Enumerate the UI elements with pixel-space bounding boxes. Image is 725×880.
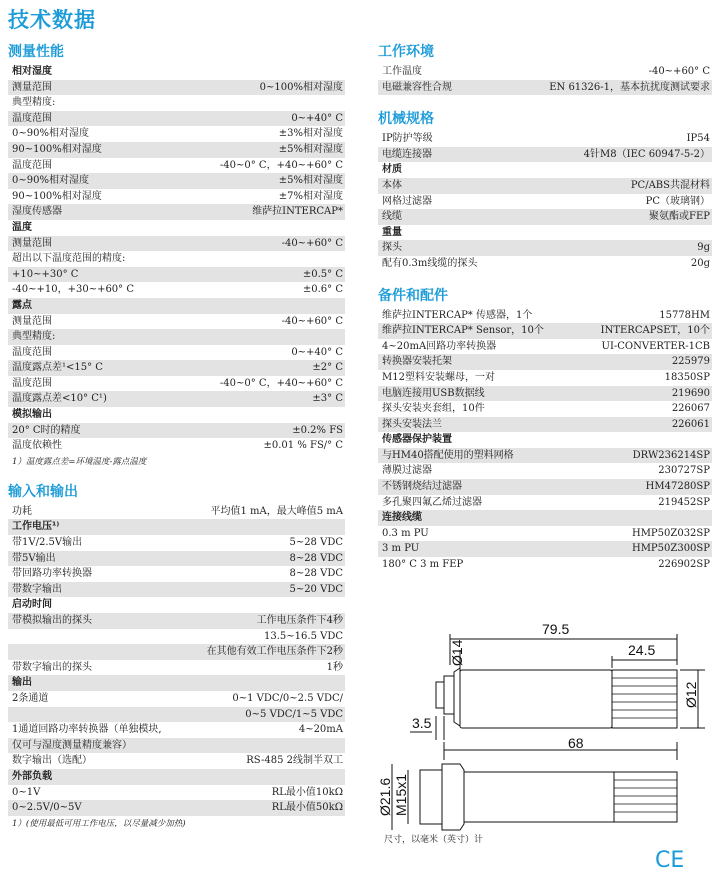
dim-dia14: Ø14 [449,639,465,666]
row-label: 0~1V [12,786,41,798]
row-value: 0~5 VDC/1~5 VDC [245,708,343,720]
row-value: 5~28 VDC [289,537,343,549]
table-row [378,256,712,272]
row-label: 薄膜过滤器 [382,465,432,477]
table-row [378,557,712,573]
row-label: 典型精度: [12,97,56,109]
row-value: 0~+40° C [291,346,343,358]
table-row [378,417,712,433]
table-row [8,691,345,707]
dim-68: 68 [568,735,584,751]
subheading-row [8,519,345,535]
row-label: 测量范围 [12,237,52,249]
table-row [8,738,345,754]
table-row [8,582,345,598]
row-value: 20g [690,257,710,269]
row-value: 5~20 VDC [289,583,343,595]
table-row [378,526,712,542]
table-row [8,535,345,551]
row-label: 2条通道 [12,692,49,704]
table-row [8,345,345,361]
table-row [378,370,712,386]
row-value: DRW236214SP [632,449,710,461]
table-row [378,339,712,355]
row-value: 219690 [671,387,710,399]
dimension-drawing [377,620,715,830]
table-row [8,613,345,629]
subheading-row [378,510,712,526]
row-value: 226902SP [658,559,710,571]
subheading-row [8,675,345,691]
table-row [8,376,345,392]
subheading-row [8,769,345,785]
measure-section-title: 测量性能 [8,44,64,60]
row-label: 湿度传感器 [12,206,62,218]
row-value: ±2° C [312,362,343,374]
acc-section-title: 备件和配件 [378,287,448,304]
row-value: 维萨拉INTERCAP* [252,206,343,218]
row-label: 带数字输出 [12,583,62,595]
row-value: HMP50Z300SP [631,543,710,555]
row-label: 电脑连接用USB数据线 [382,387,485,399]
table-row [378,386,712,402]
row-label: 重量 [382,226,402,238]
row-label: 本体 [382,179,402,191]
measure-table [8,64,345,454]
table-row [378,308,712,324]
table-row [378,354,712,370]
ce-mark: CE [655,848,685,873]
row-value: 在其他有效工作电压条件下2秒 [206,646,343,658]
row-label: 温度露点差<10° C¹) [12,393,107,405]
table-row [378,147,712,163]
dim-dia12: Ø12 [683,681,699,708]
row-value: 8~28 VDC [289,552,343,564]
row-value: ±0.01 % FS/° C [263,440,343,452]
row-value: 13.5~16.5 VDC [264,630,343,642]
row-label: 传感器保护装置 [382,434,452,446]
table-row [8,438,345,454]
row-label: 温度范围 [12,112,52,124]
table-row [8,800,345,816]
row-label: 仅可与湿度测量精度兼容） [12,739,132,751]
row-label: 相对湿度 [12,66,52,77]
row-label: -40~+10，+30~+60° C [12,284,135,296]
table-row [8,360,345,376]
row-label: 测量范围 [12,315,52,327]
row-label: 测量范围 [12,81,52,93]
row-value: ±7%相对湿度 [278,190,343,202]
dim-length: 79.5 [542,621,570,637]
row-value: 0~+40° C [291,112,343,124]
table-row [8,329,345,345]
row-label: 90~100%相对湿度 [12,190,102,202]
table-row [8,158,345,174]
row-value: ±3%相对湿度 [278,128,343,140]
left-column [8,42,345,832]
row-label: 启动时间 [12,599,52,611]
row-value: RL最小值50kΩ [271,802,343,814]
row-value: 8~28 VDC [289,568,343,580]
row-label: 模拟输出 [12,409,52,421]
row-value: ±5%相对湿度 [278,175,343,187]
row-label: 典型精度: [12,331,56,343]
row-label: 0.3 m PU [382,527,429,539]
row-value: ±0.5° C [302,268,343,280]
row-label: 温度范围 [12,377,52,389]
row-value: 4~20mA [298,724,343,736]
dim-24-5: 24.5 [628,642,656,658]
row-value: -40~+60° C [281,237,343,249]
table-row [8,236,345,252]
row-label: 温度范围 [12,159,52,171]
row-value: HM47280SP [645,481,710,493]
table-row [378,240,712,256]
io-section-title: 输入和输出 [8,483,78,500]
table-row [8,644,345,660]
table-row [8,629,345,645]
table-row [8,551,345,567]
mech-section-title: 机械规格 [378,111,434,128]
row-value: 219452SP [658,496,710,508]
row-value: 9g [697,242,710,254]
row-label: 4~20mA回路功率转换器 [382,340,497,352]
table-row [8,111,345,127]
table-row [378,80,712,96]
table-row [8,126,345,142]
row-label: 工作电压¹⁾ [12,521,60,533]
row-value: 聚氨酯或FEP [649,211,710,223]
table-row [378,178,712,194]
row-label: 20° C时的精度 [12,424,81,436]
row-value: 0~100%相对湿度 [259,81,343,93]
row-label: 带1V/2.5V输出 [12,537,83,549]
io-table [8,504,345,816]
table-row [8,423,345,439]
row-label: 90~100%相对湿度 [12,143,102,155]
row-label: 转换器安装托架 [382,356,452,368]
table-row [8,267,345,283]
table-row [378,495,712,511]
row-label: 维萨拉INTERCAP* 传感器，1个 [382,309,533,321]
row-value: RS-485 2线制半双工 [246,755,343,767]
row-value: 工作电压条件下4秒 [256,615,343,626]
table-row [8,504,345,520]
row-label: 输出 [12,677,32,689]
table-row [378,131,712,147]
table-row [8,660,345,676]
table-row [8,95,345,111]
subheading-row [8,298,345,314]
row-label: 线缆 [382,211,402,223]
row-label: M12塑料安装螺母，一对 [382,371,495,383]
subheading-row [8,220,345,236]
row-label: 工作温度 [382,66,422,77]
drawing-caption: 尺寸，以毫米（英寸）计 [384,835,484,845]
row-label: 3 m PU [382,543,420,555]
row-label: 带数字输出的探头 [12,661,92,673]
table-row [8,314,345,330]
table-row [378,479,712,495]
row-value: 15778HM [659,309,710,321]
row-value: ±3° C [312,393,343,405]
row-label: 露点 [12,299,32,311]
io-footnote: 1）(使用最低可用工作电压，以尽量减少加热) [12,818,186,829]
table-row [378,64,712,80]
table-row [8,753,345,769]
acc-table [378,308,712,573]
row-label: 电磁兼容性合规 [382,81,452,93]
row-value: 225979 [671,356,710,368]
table-row [8,251,345,267]
row-label: 超出以下温度范围的精度: [12,253,126,265]
dim-dia21-6: Ø21.6 [377,777,393,816]
row-label: 0~2.5V/0~5V [12,802,82,814]
row-label: 探头安装夹套组，10件 [382,403,485,415]
subheading-row [378,225,712,241]
table-row [378,401,712,417]
subheading-row [8,597,345,613]
row-value: IP54 [686,133,710,145]
row-label: 不锈钢烧结过滤器 [382,481,462,493]
row-label: 探头安装法兰 [382,418,442,430]
row-label: 配有0.3m线缆的探头 [382,257,478,269]
row-value: ±5%相对湿度 [278,143,343,155]
row-label: 材质 [382,164,402,176]
row-label: 1通道回路功率转换器（单独模块, [12,724,162,736]
row-label: 温度露点差¹<15° C [12,362,103,374]
subheading-row [8,407,345,423]
subheading-row [378,432,712,448]
table-row [378,541,712,557]
subheading-row [8,64,345,80]
row-value: ±0.6° C [302,284,343,296]
row-label: 180° C 3 m FEP [382,559,464,571]
table-row [8,391,345,407]
row-label: 温度 [12,221,32,233]
row-value: -40~+60° C [281,315,343,327]
table-row [8,173,345,189]
row-label: 功耗 [12,505,32,517]
row-value: 226067 [671,403,710,415]
row-value: EN 61326-1，基本抗扰度测试要求 [549,81,710,93]
page-title: 技术数据 [8,8,96,32]
row-value: 0~1 VDC/0~2.5 VDC/ [232,692,343,704]
row-label: 温度范围 [12,346,52,358]
table-row [378,194,712,210]
table-row [8,566,345,582]
row-label: 0~90%相对湿度 [12,175,89,187]
dim-3-5: 3.5 [412,715,432,731]
row-value: -40~0° C，+40~+60° C [219,377,343,389]
dim-thread: M15x1 [393,773,409,816]
table-row [8,189,345,205]
row-label: 多孔聚四氟乙烯过滤器 [382,496,482,508]
row-value: -40~0° C，+40~+60° C [219,159,343,171]
row-label: 维萨拉INTERCAP* Sensor，10个 [382,325,544,337]
row-value: PC/ABS共混材料 [630,179,710,191]
table-row [8,282,345,298]
row-label: 连接线缆 [382,512,422,524]
row-label: 温度依赖性 [12,440,62,452]
table-row [8,707,345,723]
env-section-title: 工作环境 [378,44,434,60]
row-label: +10~+30° C [12,268,79,280]
right-column [378,42,712,573]
table-row [378,209,712,225]
row-value: 18350SP [664,371,710,383]
row-value: 平均值1 mA，最大峰值5 mA [210,505,343,517]
row-label: 带模拟输出的探头 [12,615,92,626]
row-label: 外部负载 [12,770,52,782]
measure-footnote: 1）温度露点差=环境温度-露点温度 [12,456,147,467]
row-value: 1秒 [326,661,343,673]
row-value: 230727SP [658,465,710,477]
row-label: 数字输出（选配） [12,755,92,767]
row-label: 网格过滤器 [382,195,432,207]
row-value: HMP50Z032SP [631,527,710,539]
row-label: 0~90%相对湿度 [12,128,89,140]
row-label: 探头 [382,242,402,254]
table-row [8,785,345,801]
row-value: 4针M8（IEC 60947-5-2） [583,148,710,160]
mech-table [378,131,712,271]
subheading-row [378,162,712,178]
table-row [8,80,345,96]
row-label: 带回路功率转换器 [12,568,92,580]
table-row [378,323,712,339]
row-label: 与HM40搭配使用的塑料网格 [382,449,514,461]
table-row [8,204,345,220]
table-row [378,448,712,464]
table-row [378,463,712,479]
table-row [8,142,345,158]
table-row [8,722,345,738]
row-label: 电缆连接器 [382,148,432,160]
row-value: PC（玻璃钢） [645,195,710,207]
row-label: 带5V输出 [12,552,56,564]
row-value: RL最小值10kΩ [271,786,343,798]
row-value: INTERCAPSET，10个 [600,325,710,337]
row-value: -40~+60° C [648,66,710,77]
env-table [378,64,712,95]
row-label: IP防护等级 [382,133,433,145]
row-value: 226061 [671,418,710,430]
row-value: ±0.2% FS [292,424,343,436]
row-value: UI-CONVERTER-1CB [601,340,710,352]
